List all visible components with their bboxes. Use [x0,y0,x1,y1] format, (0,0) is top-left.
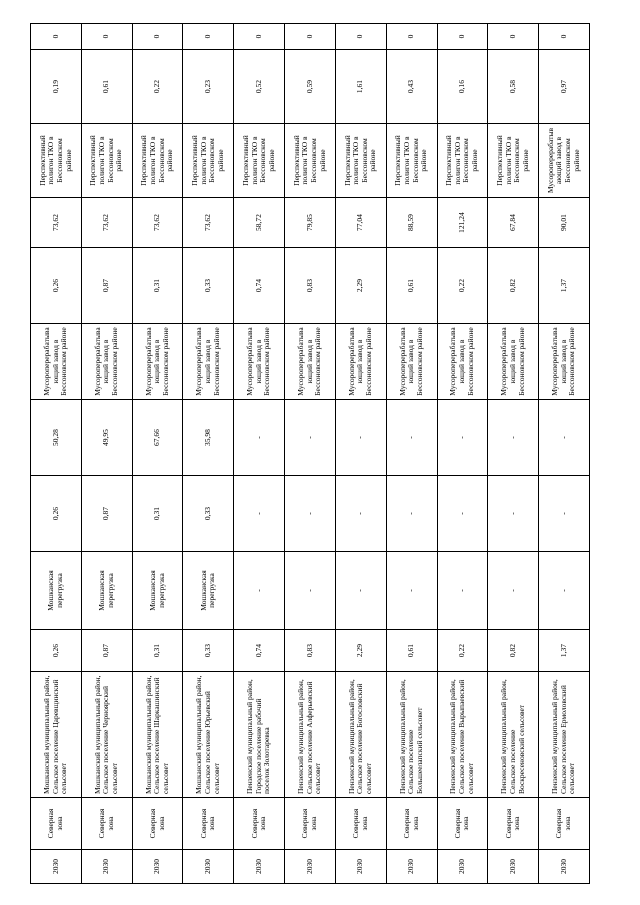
cell-landfill-volume: 0,61 [81,50,132,124]
cell-processing-volume: 0,31 [132,248,183,324]
cell-processing-distance: 58,72 [234,198,285,248]
cell-volume: 0,26 [31,630,82,672]
cell-transfer-site: - [488,552,539,630]
cell-volume: 1,37 [539,630,590,672]
cell-processing-site: Мусороперерабатывающий завод в Бессоновском районе [234,324,285,400]
cell-remainder: 0 [437,24,488,50]
cell-processing-site: Мусороперерабатывающий завод в Бессоновском районе [31,324,82,400]
cell-volume: 0,83 [285,630,336,672]
cell-landfill-volume: 0,52 [234,50,285,124]
table-row [234,24,285,884]
cell-zone: Северная зона [335,798,386,850]
cell-remainder: 0 [132,24,183,50]
cell-transfer-distance: - [234,400,285,476]
cell-transfer-volume: 0,26 [31,476,82,552]
cell-remainder: 0 [183,24,234,50]
cell-processing-distance: 90,01 [539,198,590,248]
cell-processing-site: Мусороперерабатывающий завод в Бессоновском районе [386,324,437,400]
cell-volume: 0,61 [386,630,437,672]
cell-year: 2030 [437,850,488,884]
cell-processing-volume: 0,74 [234,248,285,324]
cell-year: 2030 [234,850,285,884]
cell-transfer-site: - [234,552,285,630]
cell-processing-volume: 0,22 [437,248,488,324]
cell-landfill-site: Перспективный полигон ТКО в Бессоновском районе [437,124,488,198]
cell-transfer-distance: 67,66 [132,400,183,476]
cell-landfill-site: Перспективный полигон ТКО в Бессоновском районе [31,124,82,198]
cell-year: 2030 [488,850,539,884]
cell-year: 2030 [386,850,437,884]
cell-remainder: 0 [81,24,132,50]
cell-processing-distance: 88,59 [386,198,437,248]
cell-year: 2030 [132,850,183,884]
cell-area: Пензенский муниципальный район, Сельское поселение Воскресеновский сельсовет [488,672,539,798]
cell-zone: Северная зона [81,798,132,850]
cell-remainder: 0 [386,24,437,50]
cell-transfer-distance: 49,95 [81,400,132,476]
table-row [183,24,234,884]
cell-remainder: 0 [335,24,386,50]
cell-landfill-volume: 0,22 [132,50,183,124]
cell-area: Мошканский муниципальный район, Сельское поселение Юрьевский сельсовет [183,672,234,798]
cell-year: 2030 [335,850,386,884]
cell-area: Мошканский муниципальный район, Сельское поселение Черноярский сельсовет [81,672,132,798]
cell-area: Мошканский муниципальный район, Сельское поселение Царевщинский сельсовет [31,672,82,798]
table-row [81,24,132,884]
cell-transfer-site: - [386,552,437,630]
cell-transfer-volume: - [437,476,488,552]
cell-transfer-volume: 0,87 [81,476,132,552]
cell-year: 2030 [539,850,590,884]
cell-processing-volume: 0,87 [81,248,132,324]
cell-area: Мошканский муниципальный район, Сельское поселение Шаркашинский сельсовет [132,672,183,798]
cell-landfill-volume: 0,19 [31,50,82,124]
table-row [488,24,539,884]
cell-transfer-site: - [335,552,386,630]
cell-processing-site: Мусороперерабатывающий завод в Бессоновском районе [285,324,336,400]
cell-area: Пензенский муниципальный район, Сельское поселение Алферьевский сельсовет [285,672,336,798]
cell-processing-site: Мусороперерабатывающий завод в Бессоновском районе [335,324,386,400]
rotated-page [30,24,590,884]
cell-processing-site: Мусороперерабатывающий завод в Бессоновском районе [488,324,539,400]
cell-year: 2030 [285,850,336,884]
cell-remainder: 0 [31,24,82,50]
cell-volume: 0,87 [81,630,132,672]
cell-landfill-volume: 0,97 [539,50,590,124]
cell-area: Пензенский муниципальный район, Сельское поселение Вырыпаевский сельсовет [437,672,488,798]
table-container [30,24,590,884]
cell-transfer-site: Мошканская перегрузка [183,552,234,630]
cell-transfer-site: - [437,552,488,630]
cell-landfill-volume: 0,16 [437,50,488,124]
cell-landfill-volume: 0,58 [488,50,539,124]
cell-transfer-distance: 35,98 [183,400,234,476]
cell-transfer-distance: - [437,400,488,476]
cell-transfer-site: Мошканская перегрузка [132,552,183,630]
cell-processing-volume: 0,82 [488,248,539,324]
cell-landfill-site: Перспективный полигон ТКО в Бессоновском районе [488,124,539,198]
cell-remainder: 0 [234,24,285,50]
cell-landfill-site: Перспективный полигон ТКО в Бессоновском районе [234,124,285,198]
cell-zone: Северная зона [285,798,336,850]
cell-transfer-volume: - [285,476,336,552]
cell-remainder: 0 [539,24,590,50]
cell-zone: Северная зона [234,798,285,850]
cell-area: Пензенский муниципальный район, Сельское поселение Богословский сельсовет [335,672,386,798]
cell-processing-volume: 0,61 [386,248,437,324]
cell-zone: Северная зона [31,798,82,850]
cell-volume: 0,74 [234,630,285,672]
cell-processing-volume: 0,83 [285,248,336,324]
cell-transfer-distance: 50,28 [31,400,82,476]
cell-processing-distance: 77,04 [335,198,386,248]
cell-landfill-site: Перспективный полигон ТКО в Бессоновском районе [132,124,183,198]
cell-processing-site: Мусороперерабатывающий завод в Бессоновском районе [183,324,234,400]
cell-landfill-site: Перспективный полигон ТКО в Бессоновском районе [81,124,132,198]
cell-remainder: 0 [285,24,336,50]
cell-processing-site: Мусороперерабатывающий завод в Бессоновском районе [81,324,132,400]
cell-transfer-distance: - [488,400,539,476]
cell-processing-distance: 121,24 [437,198,488,248]
cell-volume: 0,82 [488,630,539,672]
cell-volume: 0,33 [183,630,234,672]
cell-landfill-volume: 0,43 [386,50,437,124]
cell-zone: Северная зона [132,798,183,850]
cell-processing-distance: 67,84 [488,198,539,248]
cell-transfer-distance: - [335,400,386,476]
cell-transfer-volume: - [488,476,539,552]
cell-processing-volume: 0,26 [31,248,82,324]
cell-processing-volume: 0,33 [183,248,234,324]
cell-landfill-volume: 0,23 [183,50,234,124]
cell-processing-distance: 79,85 [285,198,336,248]
cell-processing-distance: 73,62 [81,198,132,248]
cell-area: Пензенский муниципальный район, Сельское поселение Большеелапский сельсовет [386,672,437,798]
cell-transfer-volume: 0,33 [183,476,234,552]
cell-transfer-volume: 0,31 [132,476,183,552]
cell-processing-site: Мусороперерабатывающий завод в Бессоновском районе [132,324,183,400]
table-row [437,24,488,884]
cell-zone: Северная зона [437,798,488,850]
cell-transfer-site: - [285,552,336,630]
cell-transfer-distance: - [285,400,336,476]
cell-year: 2030 [31,850,82,884]
cell-processing-site: Мусороперерабатывающий завод в Бессоновском районе [539,324,590,400]
cell-zone: Северная зона [539,798,590,850]
cell-processing-site: Мусороперерабатывающий завод в Бессоновском районе [437,324,488,400]
cell-landfill-site: Перспективный полигон ТКО в Бессоновском районе [335,124,386,198]
cell-volume: 0,31 [132,630,183,672]
cell-transfer-distance: - [539,400,590,476]
cell-processing-volume: 1,37 [539,248,590,324]
cell-transfer-volume: - [386,476,437,552]
cell-area: Пензенский муниципальный район, Городское поселение рабочий поселок Золотаревка [234,672,285,798]
cell-transfer-distance: - [386,400,437,476]
cell-landfill-site: Перспективный полигон ТКО в Бессоновском районе [183,124,234,198]
cell-landfill-site: Перспективный полигон ТКО в Бессоновском районе [285,124,336,198]
cell-processing-distance: 73,62 [31,198,82,248]
cell-transfer-volume: - [335,476,386,552]
cell-zone: Северная зона [488,798,539,850]
cell-transfer-volume: - [234,476,285,552]
table-body [31,24,590,884]
table-row [132,24,183,884]
cell-landfill-volume: 1,61 [335,50,386,124]
cell-transfer-site: Мошканская перегрузка [31,552,82,630]
cell-year: 2030 [81,850,132,884]
cell-zone: Северная зона [183,798,234,850]
cell-year: 2030 [183,850,234,884]
cell-landfill-volume: 0,59 [285,50,336,124]
table-row [335,24,386,884]
table-row [31,24,82,884]
table-row [285,24,336,884]
cell-area: Пензенский муниципальный район, Сельское поселение Ермоловский сельсовет [539,672,590,798]
cell-volume: 2,29 [335,630,386,672]
cell-remainder: 0 [488,24,539,50]
cell-landfill-site: Мусороперерабатывающий завод в Бессоновском районе [539,124,590,198]
cell-transfer-site: Мошканская перегрузка [81,552,132,630]
cell-transfer-site: - [539,552,590,630]
cell-processing-distance: 73,62 [132,198,183,248]
table-row [386,24,437,884]
table-row [539,24,590,884]
cell-processing-distance: 73,62 [183,198,234,248]
cell-zone: Северная зона [386,798,437,850]
cell-transfer-volume: - [539,476,590,552]
cell-processing-volume: 2,29 [335,248,386,324]
waste-flow-table [30,23,590,884]
cell-volume: 0,22 [437,630,488,672]
cell-landfill-site: Перспективный полигон ТКО в Бессоновском районе [386,124,437,198]
